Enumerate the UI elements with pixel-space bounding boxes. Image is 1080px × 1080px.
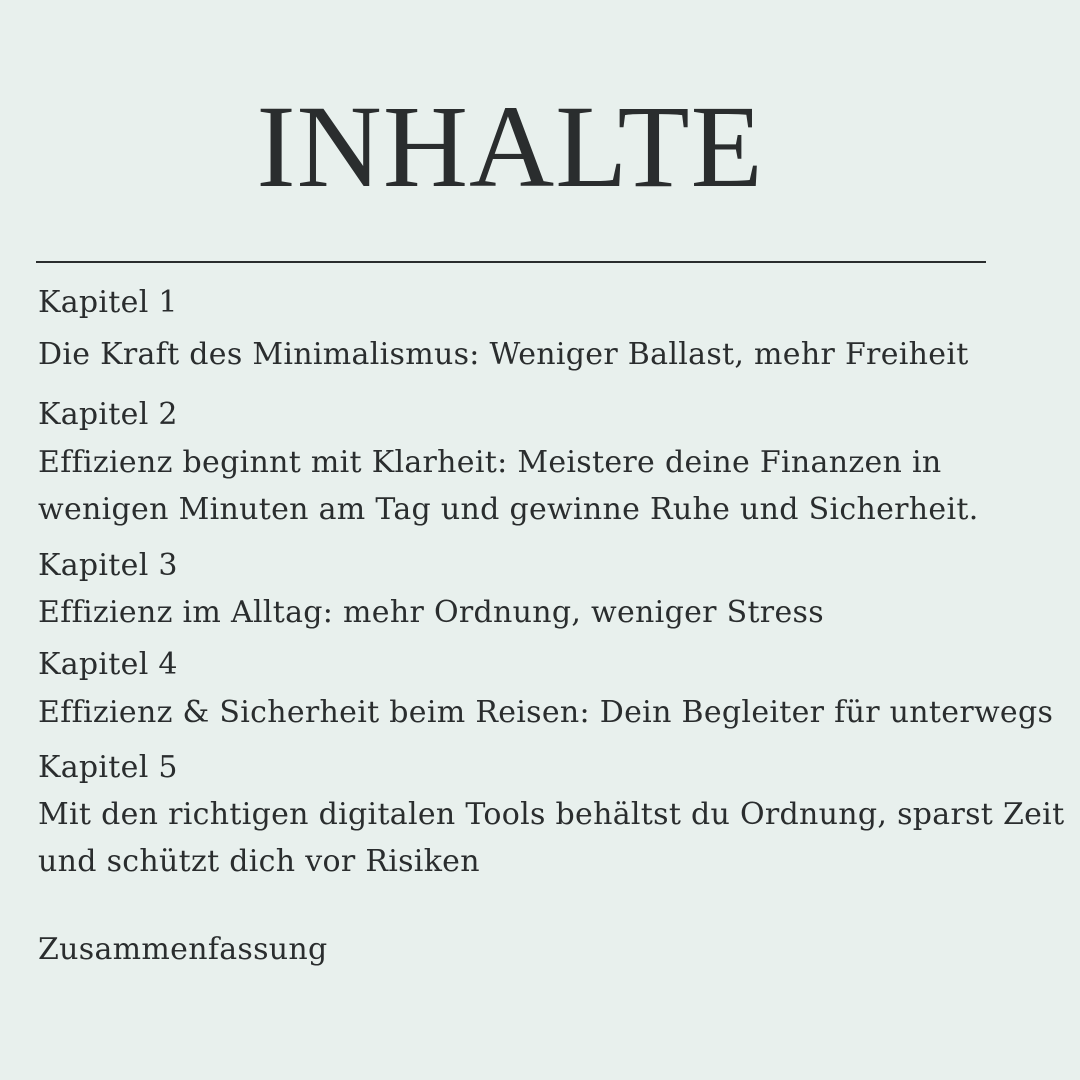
chapter-4-title: Effizienz & Sicherheit beim Reisen: Dein Begleiter für unterwegs xyxy=(38,695,1054,730)
chapter-5-title-line-2: und schützt dich vor Risiken xyxy=(38,844,480,879)
chapter-2-title-line-2: wenigen Minuten am Tag und gewinne Ruhe und Sicherheit. xyxy=(38,492,979,527)
chapter-1-title: Die Kraft des Minimalismus: Weniger Ballast, mehr Freiheit xyxy=(38,337,969,372)
chapter-4-label: Kapitel 4 xyxy=(38,647,178,682)
chapter-5-label: Kapitel 5 xyxy=(38,750,178,785)
chapter-2-title-line-1: Effizienz beginnt mit Klarheit: Meistere deine Finanzen in xyxy=(38,445,942,480)
chapter-1-label: Kapitel 1 xyxy=(38,285,178,320)
chapter-3-label: Kapitel 3 xyxy=(38,548,178,583)
chapter-2-label: Kapitel 2 xyxy=(38,397,178,432)
title-divider xyxy=(36,261,986,263)
chapter-5-title-line-1: Mit den richtigen digitalen Tools behältst du Ordnung, sparst Zeit xyxy=(38,797,1065,832)
page-title: INHALTE xyxy=(256,81,764,212)
chapter-3-title: Effizienz im Alltag: mehr Ordnung, weniger Stress xyxy=(38,595,824,630)
summary-entry: Zusammenfassung xyxy=(38,932,328,967)
